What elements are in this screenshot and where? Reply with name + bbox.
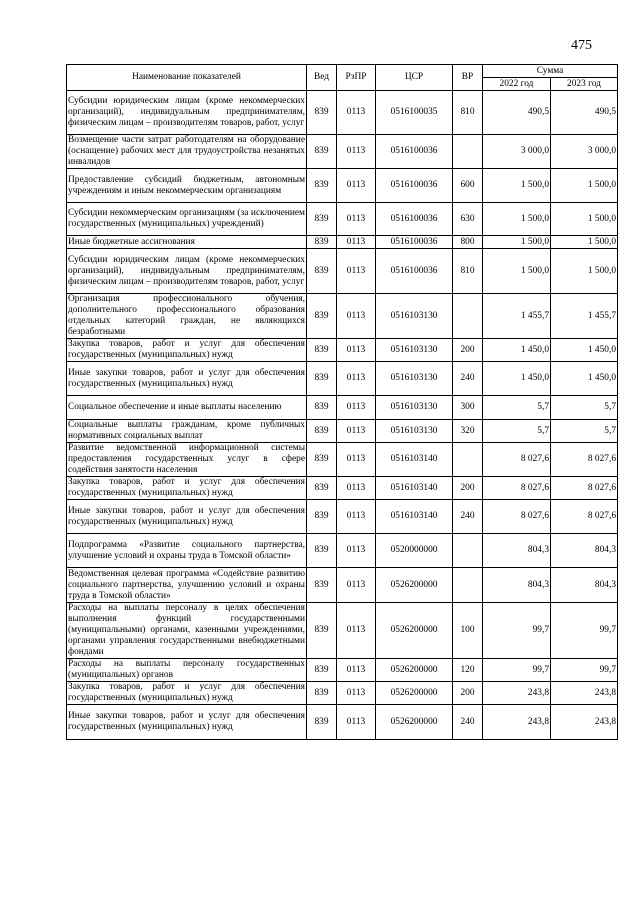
cell-rzpr: 0113 [337,362,376,396]
cell-y1: 8 027,6 [483,500,551,534]
cell-csr: 0516103140 [376,477,453,500]
cell-rzpr: 0113 [337,91,376,135]
cell-y1: 804,3 [483,568,551,603]
table-row [67,682,618,705]
cell-name: Закупка товаров, работ и услуг для обеспечения государственных (муниципальных) нужд [68,339,305,360]
table-row [67,236,618,249]
cell-y1: 1 500,0 [483,249,551,294]
cell-rzpr: 0113 [337,169,376,203]
table-row [67,659,618,682]
page-number: 475 [571,38,592,53]
cell-name: Предоставление субсидий бюджетным, автономным учреждениям и иным некоммерческим организациям [67,169,307,203]
cell-csr: 0516103140 [376,443,453,477]
cell-ved: 839 [307,603,337,659]
cell-vr: 240 [453,705,483,740]
table-row [67,568,618,603]
cell-name: Возмещение части затрат работодателям на оборудование (оснащение) рабочих мест для трудоустройства незанятых инвалидов [68,135,305,167]
cell-y1: 99,7 [483,659,551,682]
cell-name: Подпрограмма «Развитие социального партнерства, улучшение условий и охраны труда в Томской области» [67,534,307,568]
table-row [67,396,618,420]
cell-rzpr: 0113 [337,135,376,169]
cell-y1: 1 500,0 [483,236,551,249]
cell-vr: 100 [453,603,483,659]
cell-name: Иные закупки товаров, работ и услуг для обеспечения государственных (муниципальных) нужд [67,705,307,740]
cell-ved: 839 [307,443,337,477]
cell-csr: 0516100036 [376,169,453,203]
cell-rzpr: 0113 [337,477,376,500]
cell-y2: 1 500,0 [551,169,618,203]
cell-csr: 0520000000 [376,534,453,568]
cell-ved: 839 [307,135,337,169]
cell-csr: 0516103130 [376,420,453,443]
cell-y2: 1 450,0 [551,339,618,362]
cell-y2: 99,7 [551,603,618,659]
cell-y2: 243,8 [551,682,618,705]
cell-y2: 99,7 [551,659,618,682]
cell-y1: 1 450,0 [483,339,551,362]
cell-rzpr: 0113 [337,396,376,420]
table-row [67,705,618,740]
cell-y1: 1 500,0 [483,203,551,236]
cell-name: Организация профессионального обучения, дополнительного профессионального образования отдельных категорий граждан, не являющихся безработными [68,294,305,337]
cell-name: Субсидии юридическим лицам (кроме некоммерческих организаций), индивидуальным предпринимателям, физическим лицам – производителям товаров, работ, услуг [67,249,307,294]
cell-name: Расходы на выплаты персоналу государственных (муниципальных) органов [68,659,305,680]
cell-name: Субсидии юридическим лицам (кроме некоммерческих организаций), индивидуальным предпринимателям, физическим лицам – производителям товаров, работ, услуг [67,91,307,135]
cell-vr: 200 [453,682,483,705]
cell-y1: 99,7 [483,603,551,659]
cell-rzpr: 0113 [337,603,376,659]
cell-vr: 800 [453,236,483,249]
cell-rzpr: 0113 [337,705,376,740]
cell-vr: 200 [453,477,483,500]
table-row [67,294,618,339]
cell-y1: 490,5 [483,91,551,135]
cell-y2: 8 027,6 [551,500,618,534]
cell-csr: 0516100036 [376,135,453,169]
cell-vr [453,534,483,568]
cell-rzpr: 0113 [337,534,376,568]
cell-vr: 240 [453,500,483,534]
cell-rzpr: 0113 [337,443,376,477]
cell-csr: 0516100036 [376,249,453,294]
cell-rzpr: 0113 [337,339,376,362]
table-body [67,91,618,740]
table-row [67,169,618,203]
cell-csr: 0526200000 [376,705,453,740]
cell-y2: 1 450,0 [551,362,618,396]
cell-y1: 804,3 [483,534,551,568]
cell-csr: 0516100036 [376,203,453,236]
cell-csr: 0516103130 [376,294,453,339]
cell-ved: 839 [307,477,337,500]
cell-y2: 1 500,0 [551,249,618,294]
cell-rzpr: 0113 [337,420,376,443]
table-row [67,203,618,236]
cell-y1: 3 000,0 [483,135,551,169]
table-row [67,420,618,443]
cell-ved: 839 [307,294,337,339]
cell-name: Социальное обеспечение и иные выплаты населению [67,396,307,420]
cell-vr: 810 [453,249,483,294]
cell-y1: 243,8 [483,705,551,740]
cell-y1: 1 455,7 [483,294,551,339]
cell-ved: 839 [307,682,337,705]
budget-table [66,64,618,740]
header-sum: Сумма [483,65,618,78]
cell-y2: 490,5 [551,91,618,135]
cell-rzpr: 0113 [337,568,376,603]
cell-y2: 8 027,6 [551,477,618,500]
cell-csr: 0526200000 [376,603,453,659]
cell-name: Расходы на выплаты персоналу в целях обеспечения выполнения функций государственными (муниципальными) органами, казенными учреждениями, органами управления государственными внебюджетными фондами [68,603,305,657]
table-row [67,500,618,534]
cell-vr: 810 [453,91,483,135]
cell-csr: 0516103130 [376,396,453,420]
cell-ved: 839 [307,91,337,135]
table-row [67,339,618,362]
cell-vr [453,443,483,477]
cell-y2: 1 500,0 [551,236,618,249]
cell-y1: 243,8 [483,682,551,705]
cell-ved: 839 [307,339,337,362]
table-row [67,477,618,500]
header-year-2022: 2022 год [483,78,551,91]
cell-name: Иные бюджетные ассигнования [67,236,307,249]
cell-vr [453,294,483,339]
cell-ved: 839 [307,169,337,203]
cell-y1: 5,7 [483,396,551,420]
cell-csr: 0526200000 [376,568,453,603]
cell-vr: 320 [453,420,483,443]
cell-ved: 839 [307,500,337,534]
table-row [67,534,618,568]
cell-y1: 8 027,6 [483,477,551,500]
cell-y2: 5,7 [551,420,618,443]
cell-rzpr: 0113 [337,500,376,534]
cell-rzpr: 0113 [337,249,376,294]
cell-ved: 839 [307,362,337,396]
cell-vr: 300 [453,396,483,420]
table-row [67,91,618,135]
header-name: Наименование показателей [67,65,307,91]
cell-csr: 0516103130 [376,362,453,396]
header-csr: ЦСР [376,65,453,91]
table-row [67,135,618,169]
cell-ved: 839 [307,203,337,236]
cell-ved: 839 [307,249,337,294]
cell-ved: 839 [307,420,337,443]
cell-ved: 839 [307,568,337,603]
cell-csr: 0516100036 [376,236,453,249]
cell-vr [453,135,483,169]
cell-vr: 600 [453,169,483,203]
cell-rzpr: 0113 [337,236,376,249]
cell-vr: 120 [453,659,483,682]
cell-name: Развитие ведомственной информационной системы предоставления государственных услуг в сфере содействия занятости населения [68,443,305,475]
cell-y1: 1 500,0 [483,169,551,203]
cell-name: Ведомственная целевая программа «Содействие развитию социального партнерства, улучшению условий и охраны труда в Томской области» [68,568,305,601]
cell-csr: 0526200000 [376,659,453,682]
cell-rzpr: 0113 [337,659,376,682]
cell-y2: 804,3 [551,534,618,568]
cell-name: Закупка товаров, работ и услуг для обеспечения государственных (муниципальных) нужд [68,682,305,703]
cell-vr: 630 [453,203,483,236]
cell-ved: 839 [307,659,337,682]
cell-y2: 3 000,0 [551,135,618,169]
cell-csr: 0516103140 [376,500,453,534]
cell-y2: 804,3 [551,568,618,603]
header-year-2023: 2023 год [551,78,618,91]
cell-rzpr: 0113 [337,294,376,339]
cell-rzpr: 0113 [337,682,376,705]
cell-vr: 200 [453,339,483,362]
cell-ved: 839 [307,705,337,740]
cell-name: Иные закупки товаров, работ и услуг для обеспечения государственных (муниципальных) нужд [67,362,307,396]
cell-rzpr: 0113 [337,203,376,236]
cell-y2: 1 455,7 [551,294,618,339]
cell-name: Субсидии некоммерческим организациям (за исключением государственных (муниципальных) учреждений) [67,203,307,236]
table-row [67,249,618,294]
header-ved: Вед [307,65,337,91]
cell-y1: 8 027,6 [483,443,551,477]
cell-y1: 5,7 [483,420,551,443]
table-row [67,362,618,396]
cell-name: Закупка товаров, работ и услуг для обеспечения государственных (муниципальных) нужд [68,477,305,498]
cell-vr [453,568,483,603]
table-row [67,443,618,477]
cell-ved: 839 [307,236,337,249]
cell-y2: 5,7 [551,396,618,420]
table-row [67,603,618,659]
cell-vr: 240 [453,362,483,396]
header-rzpr: РзПР [337,65,376,91]
cell-y2: 1 500,0 [551,203,618,236]
header-vr: ВР [453,65,483,91]
cell-ved: 839 [307,534,337,568]
cell-ved: 839 [307,396,337,420]
cell-csr: 0516103130 [376,339,453,362]
cell-csr: 0526200000 [376,682,453,705]
cell-y2: 243,8 [551,705,618,740]
cell-y2: 8 027,6 [551,443,618,477]
cell-y1: 1 450,0 [483,362,551,396]
cell-name: Иные закупки товаров, работ и услуг для обеспечения государственных (муниципальных) нужд [67,500,307,534]
cell-csr: 0516100035 [376,91,453,135]
cell-name: Социальные выплаты гражданам, кроме публичных нормативных социальных выплат [68,420,305,441]
